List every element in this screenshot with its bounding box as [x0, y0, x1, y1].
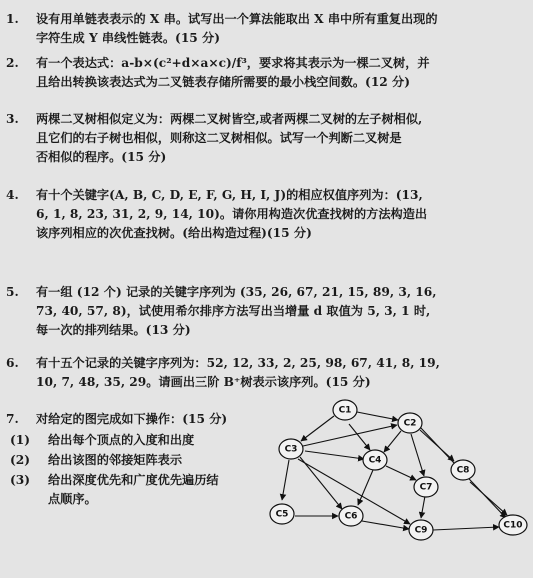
- question-number: 2.: [6, 56, 19, 70]
- question-text-line: 对给定的图完成如下操作：(15 分): [36, 412, 228, 426]
- graph-node-label: C4: [368, 455, 382, 466]
- question-number: 3.: [6, 112, 19, 126]
- question-text-line: 设有用单链表表示的 X 串。试写出一个算法能取出 X 串中所有重复出现的: [36, 12, 438, 26]
- question-number: 4.: [6, 188, 19, 202]
- question-number: 5.: [6, 285, 19, 299]
- graph-node-label: C8: [456, 465, 470, 476]
- question-number: 7.: [6, 412, 19, 426]
- graph-node-label: C6: [344, 511, 358, 522]
- question-text-line: 该序列相应的次优查找树。(给出构造过程)(15 分): [36, 226, 312, 240]
- edge-c3-c4: [305, 451, 364, 459]
- subitem-text: 给出深度优先和广度优先遍历结: [48, 473, 219, 487]
- subitem-label: (2): [10, 453, 31, 467]
- question-text-line: 6, 1, 8, 23, 31, 2, 9, 14, 10)。请你用构造次优查找树的方法构造出: [36, 207, 428, 221]
- graph-node-label: C9: [414, 525, 428, 536]
- question-number: 1.: [6, 12, 19, 26]
- question-text-line: 10, 7, 48, 35, 29。请画出三阶 B⁺树表示该序列。(15 分): [36, 375, 371, 389]
- subitem-text: 给出该图的邻接矩阵表示: [48, 453, 183, 467]
- edge-c1-c3: [301, 416, 334, 441]
- subitem-label: (1): [10, 433, 31, 447]
- edge-c6-c9: [362, 521, 409, 529]
- edge-c3-c5: [282, 460, 289, 500]
- question-text-line: 且它们的右子树也相似，则称这二叉树相似。试写一个判断二叉树是: [36, 131, 402, 145]
- question-text-line: 否相似的程序。(15 分): [36, 150, 167, 164]
- graph-node-label: C1: [338, 405, 352, 416]
- question-text-line: 有一个表达式：a-b×(c²+d×a×c)/f³，要求将其表示为一棵二叉树，并: [36, 56, 430, 70]
- graph-node-label: C5: [275, 509, 289, 520]
- question-text-line: 73, 40, 57, 8)，试使用希尔排序方法写出当增量 d 取值为 5, 3, 1 时,: [36, 304, 431, 318]
- graph-node-label: C3: [284, 444, 298, 455]
- subitem-label: (3): [10, 473, 31, 487]
- subitem-text: 给出每个顶点的入度和出度: [48, 433, 195, 447]
- edge-c2-c7: [411, 434, 424, 476]
- graph-node-label: C7: [419, 482, 433, 493]
- question-number: 6.: [6, 356, 19, 370]
- question-text-line: 两棵二叉树相似定义为：两棵二叉树皆空,或者两棵二叉树的左子树相似,: [36, 112, 423, 126]
- edge-c4-c7: [386, 466, 416, 480]
- question-text-line: 字符生成 Y 串线性链表。(15 分): [36, 31, 220, 45]
- edge-c3-c6: [300, 457, 342, 509]
- question-text-line: 有一组 (12 个) 记录的关键字序列为 (35, 26, 67, 21, 15, 89, 3, 16,: [36, 285, 437, 299]
- graph-node-label: C2: [403, 418, 417, 429]
- edge-c9-c10: [433, 527, 499, 530]
- edge-c2-c4: [384, 431, 401, 452]
- question-text-line: 有十个关键字(A, B, C, D, E, F, G, H, I, J)的相应权值序列为：(13,: [36, 188, 423, 202]
- question-text-line: 每一次的排列结果。(13 分): [36, 323, 191, 337]
- question-text-line: 且给出转换该表达式为二叉链表存储所需要的最小栈空间数。(12 分): [36, 75, 410, 89]
- edge-c7-c9: [421, 496, 425, 518]
- edge-c8-c10: [470, 482, 507, 515]
- subitem-text: 点顺序。: [48, 492, 97, 506]
- edge-c1-c2: [357, 412, 398, 420]
- graph-node-label: C10: [503, 520, 523, 531]
- edge-c4-c6: [358, 470, 373, 505]
- question-text-line: 有十五个记录的关键字序列为：52, 12, 33, 2, 25, 98, 67, 41, 8, 19,: [36, 356, 440, 370]
- edge-c1-c4: [349, 424, 370, 450]
